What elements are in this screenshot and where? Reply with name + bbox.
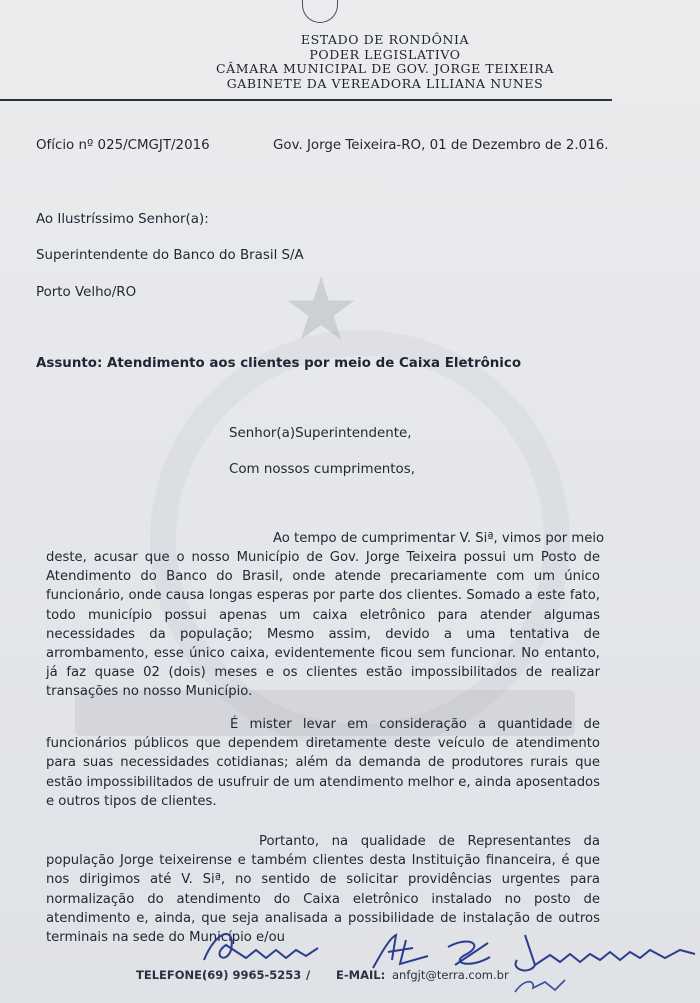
- greeting-addressee: Senhor(a)Superintendente,: [229, 426, 412, 441]
- letterhead-office: GABINETE DA VEREADORA LILIANA NUNES: [226, 75, 544, 91]
- letterhead-state: ESTADO DE RONDÔNIA: [300, 32, 470, 47]
- recipient: Superintendente do Banco do Brasil S/A: [36, 248, 304, 263]
- letterhead-divider: [0, 99, 612, 101]
- footer-separator: /: [306, 968, 311, 982]
- signature-4: [505, 930, 700, 1000]
- letterhead-chamber: CÂMARA MUNICIPAL DE GOV. JORGE TEIXEIRA: [216, 61, 554, 76]
- paragraph-3: Portanto, na qualidade de Representantes da população Jorge teixeirense e também clientes desta Instituição financeira, é que nos dirigimos até V. Siª, no sentido de solicitar providências urgentes para normalização do atendimento do Caixa eletrônico instalado no posto de atendimento e, ainda, que seja analisada a possibilidade de instalação de outros terminais na sede do Município e/ou: [46, 834, 600, 946]
- paragraph-2: É mister levar em consideração a quantidade de funcionários públicos que dependem diretamente deste veículo de atendimento para suas necessidades cotidianas; além da demanda de produtores rurais que estão impossibilitados de usufruir de um atendimento melhor e, ainda aposentados e outros tipos de clientes.: [46, 717, 600, 809]
- paragraph-1-opening: Ao tempo de cumprimentar V. Siª, vimos por meio: [273, 531, 605, 546]
- place-date: Gov. Jorge Teixeira-RO, 01 de Dezembro de 2.016.: [273, 138, 609, 153]
- subject-line: Assunto: Atendimento aos clientes por meio de Caixa Eletrônico: [36, 356, 522, 371]
- salutation-to: Ao Ilustríssimo Senhor(a):: [36, 212, 209, 227]
- footer-phone-label: TELEFONE:: [136, 968, 207, 982]
- signature-1: [196, 920, 326, 970]
- letterhead-power: PODER LEGISLATIVO: [309, 46, 461, 62]
- greeting-compliments: Com nossos cumprimentos,: [229, 462, 415, 477]
- footer-email-label: E-MAIL:: [336, 968, 386, 982]
- footer-phone: (69) 9965-5253: [202, 968, 302, 982]
- footer-email: anfgjt@terra.com.br: [392, 968, 509, 982]
- letter-reference: Ofício nº 025/CMGJT/2016: [36, 138, 210, 153]
- paragraph-1: deste, acusar que o nosso Município de Gov. Jorge Teixeira possui um Posto de Atendimento do Banco do Brasil, onde atende precariamente com um único funcionário, onde causa longas esperas por parte dos clientes. Somado a este fato, todo município possui apenas um caixa eletrônico para atender algumas necessidades da população; Mesmo assim, devido a uma tentativa de arrombamento, esse único caixa, evidentemente ficou sem funcionar. No entanto, já faz quase 02 (dois) meses e os clientes estão impossibilitados de realizar transações no nosso Município.: [46, 550, 600, 700]
- letterhead: [0, 33, 700, 91]
- recipient-city: Porto Velho/RO: [36, 285, 137, 300]
